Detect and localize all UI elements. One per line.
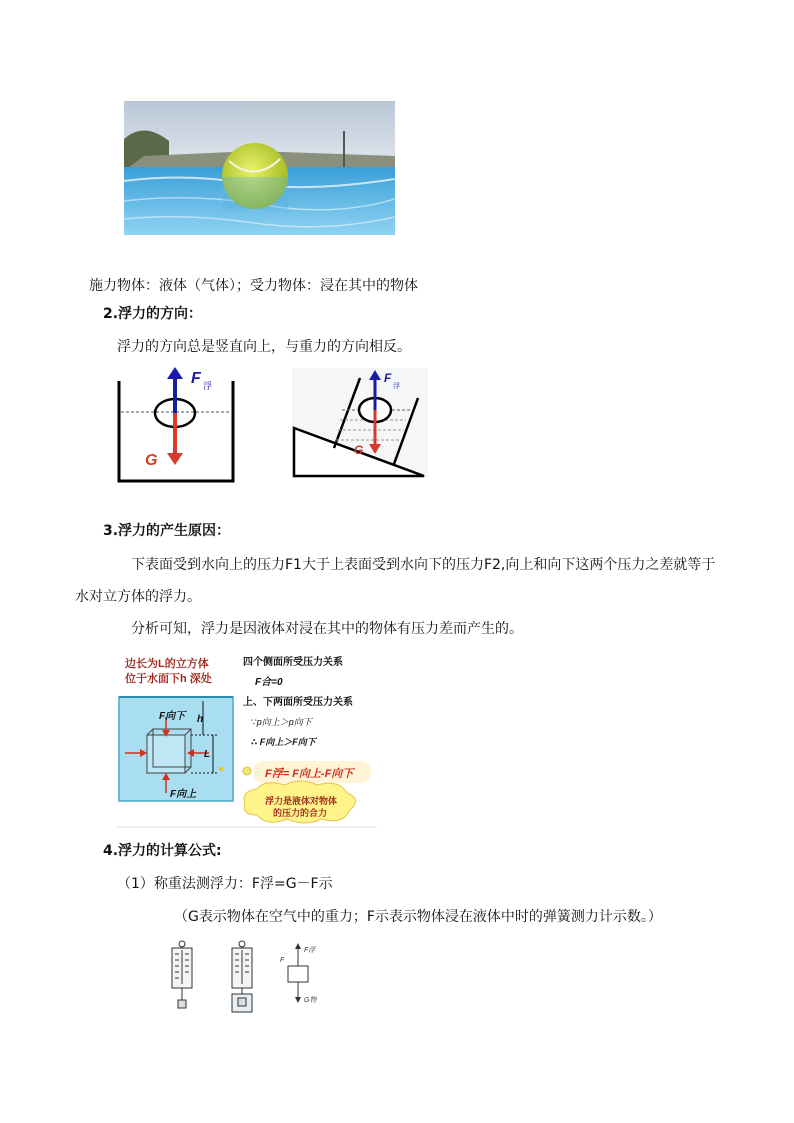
spring-balance-in-air bbox=[172, 941, 192, 1008]
buoyancy-label-sub: 浮 bbox=[203, 381, 213, 391]
svg-text:边长为L的立方体: 边长为L的立方体 bbox=[125, 658, 209, 670]
section-4-item1: （1）称重法测浮力：F浮=G－F示 bbox=[117, 876, 333, 892]
section-2-body: 浮力的方向总是竖直向上，与重力的方向相反。 bbox=[117, 339, 411, 355]
svg-text:上、下两面所受压力关系: 上、下两面所受压力关系 bbox=[243, 697, 353, 708]
svg-text:∴ F向上＞F向下: ∴ F向上＞F向下 bbox=[251, 737, 316, 747]
svg-text:F向上: F向上 bbox=[170, 789, 197, 800]
section-3-para1-line2: 水对立方体的浮力。 bbox=[75, 589, 201, 605]
section-3-para2: 分析可知，浮力是因液体对浸在其中的物体有压力差而产生的。 bbox=[131, 621, 523, 637]
svg-text:G: G bbox=[354, 443, 364, 457]
svg-text:F浮: F浮 bbox=[304, 947, 316, 954]
svg-text:的压力的合力: 的压力的合力 bbox=[273, 808, 328, 818]
buoyancy-incline-figure bbox=[292, 368, 428, 478]
svg-text:F: F bbox=[384, 371, 392, 385]
gravity-label: G bbox=[145, 452, 158, 469]
svg-text:浮力是液体对物体: 浮力是液体对物体 bbox=[265, 796, 338, 806]
svg-text:∵p向上＞p向下: ∵p向上＞p向下 bbox=[251, 717, 312, 727]
svg-text:F向下: F向下 bbox=[159, 711, 186, 722]
section-4-heading: 4.浮力的计算公式: bbox=[103, 843, 222, 859]
svg-text:浮: 浮 bbox=[393, 383, 400, 390]
svg-text:F合=0: F合=0 bbox=[255, 677, 283, 688]
svg-text:四个侧面所受压力关系: 四个侧面所受压力关系 bbox=[243, 657, 343, 668]
svg-text:F: F bbox=[280, 957, 285, 964]
spring-balance-in-liquid bbox=[232, 941, 252, 1012]
cube-pressure-difference-figure bbox=[117, 653, 377, 829]
tennis-ball-pool-photo bbox=[124, 101, 395, 235]
svg-text:L: L bbox=[204, 749, 211, 760]
force-source-text: 施力物体：液体（气体）；受力物体：浸在其中的物体 bbox=[89, 278, 418, 294]
buoyancy-direction-container-figure bbox=[113, 365, 238, 485]
force-diagram bbox=[280, 943, 317, 1004]
buoyancy-label: F bbox=[191, 370, 201, 387]
section-2-heading: 2.浮力的方向： bbox=[103, 306, 203, 322]
section-3-para1-line1: 下表面受到水向上的压力F1大于上表面受到水向下的压力F2,向上和向下这两个压力之差就等于 bbox=[131, 557, 716, 573]
svg-text:G物: G物 bbox=[304, 997, 317, 1004]
spring-balance-figure bbox=[160, 940, 340, 1020]
section-4-item1-note: （G表示物体在空气中的重力；F示表示物体浸在液体中时的弹簧测力计示数。） bbox=[174, 909, 662, 925]
svg-text:位于水面下h 深处: 位于水面下h 深处 bbox=[125, 673, 212, 685]
svg-text:F浮= F向上-F向下: F浮= F向上-F向下 bbox=[265, 768, 354, 780]
svg-text:h: h bbox=[197, 714, 204, 725]
section-3-heading: 3.浮力的产生原因： bbox=[103, 523, 231, 539]
